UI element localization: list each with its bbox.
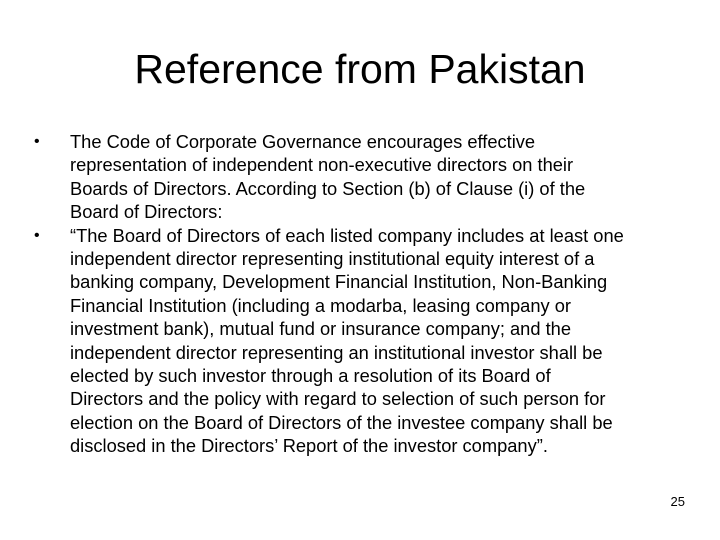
- bullet-line: elected by such investor through a resolution of its Board of: [70, 365, 551, 387]
- bullet-line: “The Board of Directors of each listed company includes at least one: [70, 224, 624, 246]
- bullet-line: disclosed in the Directors’ Report of the investor company”.: [70, 435, 548, 457]
- bullet-line: Boards of Directors. According to Section (b) of Clause (i) of the: [70, 177, 586, 199]
- bullet-marker: •: [34, 226, 40, 244]
- slide-title: Reference from Pakistan: [134, 46, 586, 92]
- bullet-item: [30, 130, 690, 224]
- bullet-marker: •: [34, 133, 40, 150]
- bullet-line: representation of independent non-executive directors on their: [70, 154, 574, 176]
- bullet-line: investment bank), mutual fund or insurance company; and the: [70, 318, 571, 340]
- bullet-line: Directors and the policy with regard to selection of such person for: [70, 388, 606, 410]
- bullet-line: election on the Board of Directors of the investee company shall be: [70, 411, 613, 433]
- page-number: 25: [670, 494, 685, 509]
- bullet-line: Financial Institution (including a modarba, leasing company or: [70, 294, 571, 316]
- bullet-line: Board of Directors:: [70, 201, 223, 223]
- bullet-line: The Code of Corporate Governance encourages effective: [70, 131, 536, 152]
- bullet-list: [30, 130, 690, 458]
- bullet-line: independent director representing institutional equity interest of a: [70, 248, 595, 270]
- bullet-line: independent director representing an institutional investor shall be: [70, 341, 603, 363]
- bullet-line: banking company, Development Financial Institution, Non-Banking: [70, 271, 608, 293]
- bullet-item: [30, 224, 690, 458]
